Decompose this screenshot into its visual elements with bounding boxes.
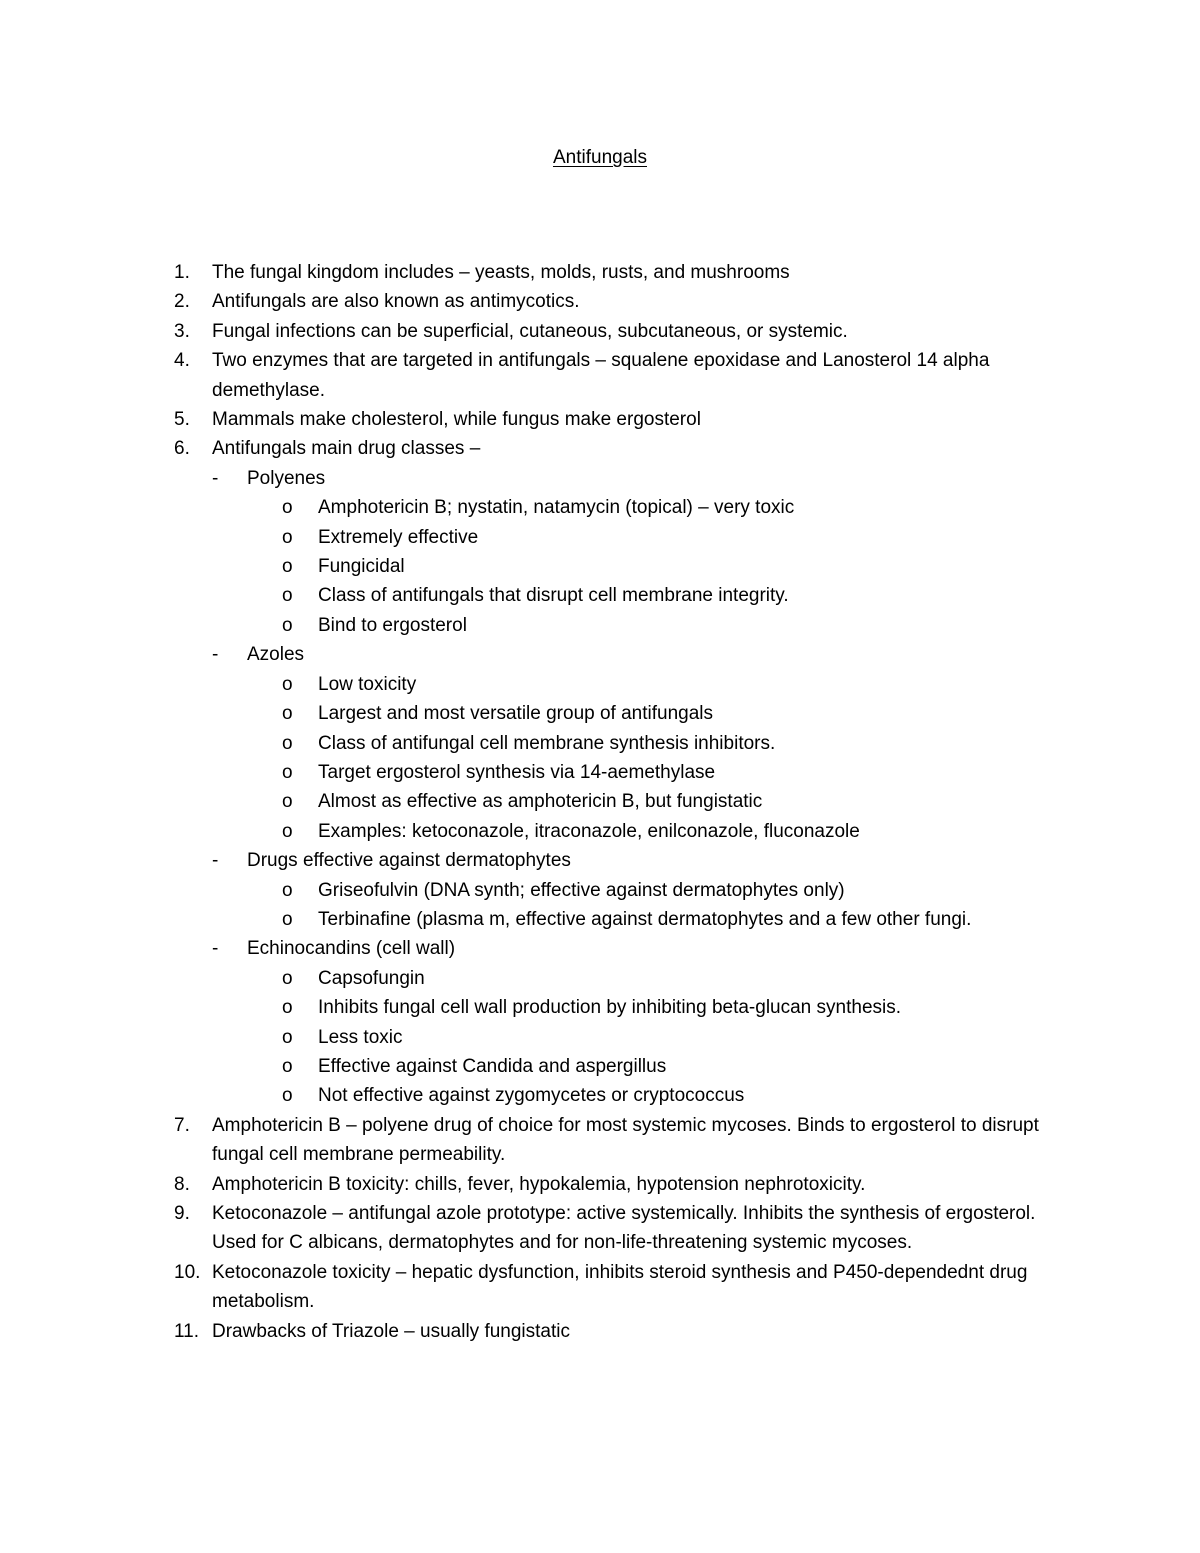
page-title-text: Antifungals bbox=[552, 147, 647, 168]
sub-bullet bbox=[0, 1052, 1200, 1081]
item-text: Amphotericin B – polyene drug of choice for most systemic mycoses. Binds to ergosterol to disrupt fungal cell membrane permeability. bbox=[212, 1114, 1039, 1166]
drug-class-azoles bbox=[0, 640, 1200, 669]
circle-bullet-icon: o bbox=[282, 1026, 293, 1048]
item-text: Amphotericin B toxicity: chills, fever, hypokalemia, hypotension nephrotoxicity. bbox=[212, 1173, 866, 1195]
item-text: Ketoconazole – antifungal azole prototype: active systemically. Inhibits the synthesis of ergosterol. Used for C albicans, dermatophytes and for non-life-threatening systemic mycoses. bbox=[212, 1203, 1036, 1254]
list-item-4 bbox=[0, 346, 1200, 405]
circle-bullet-icon: o bbox=[282, 967, 293, 989]
item-text: Fungal infections can be superficial, cutaneous, subcutaneous, or systemic. bbox=[212, 320, 848, 342]
sub-bullet-text: Inhibits fungal cell wall production by inhibiting beta-glucan synthesis. bbox=[318, 997, 902, 1019]
list-item-8 bbox=[0, 1170, 1200, 1199]
dash-marker: - bbox=[212, 467, 219, 489]
item-text: Antifungals main drug classes – bbox=[212, 438, 481, 460]
item-number: 11. bbox=[174, 1320, 200, 1342]
list-item-9 bbox=[0, 1199, 1200, 1258]
item-number: 6. bbox=[174, 438, 190, 460]
drug-class-label: Azoles bbox=[247, 644, 305, 666]
list-item-11 bbox=[0, 1317, 1200, 1346]
sub-bullet bbox=[0, 611, 1200, 640]
circle-bullet-icon: o bbox=[282, 732, 293, 754]
sub-bullet bbox=[0, 581, 1200, 610]
item-number: 9. bbox=[174, 1203, 190, 1224]
sub-bullet bbox=[0, 964, 1200, 993]
drug-class-polyenes bbox=[0, 464, 1200, 493]
sub-bullet bbox=[0, 905, 1200, 934]
item-number: 8. bbox=[174, 1173, 190, 1195]
circle-bullet-icon: o bbox=[282, 1055, 293, 1077]
sub-bullet-text: Bind to ergosterol bbox=[318, 614, 467, 636]
item-text: Drawbacks of Triazole – usually fungistatic bbox=[212, 1320, 570, 1342]
list-item-7 bbox=[0, 1111, 1200, 1170]
sub-bullet-text: Effective against Candida and aspergillus bbox=[318, 1055, 667, 1077]
list-item-1 bbox=[0, 258, 1200, 287]
sub-bullet bbox=[0, 552, 1200, 581]
sub-bullet-text: Class of antifungal cell membrane synthesis inhibitors. bbox=[318, 732, 776, 754]
dash-marker: - bbox=[212, 644, 219, 666]
sub-bullet-text: Class of antifungals that disrupt cell membrane integrity. bbox=[318, 585, 789, 607]
item-text: The fungal kingdom includes – yeasts, molds, rusts, and mushrooms bbox=[212, 262, 790, 283]
item-text: Antifungals are also known as antimycotics. bbox=[212, 291, 580, 313]
circle-bullet-icon: o bbox=[282, 820, 293, 842]
list-item-3 bbox=[0, 317, 1200, 346]
item-number: 3. bbox=[174, 320, 190, 342]
sub-bullet-text: Capsofungin bbox=[318, 967, 425, 989]
circle-bullet-icon: o bbox=[282, 556, 293, 578]
page-title bbox=[0, 145, 1200, 171]
sub-bullet-text: Fungicidal bbox=[318, 556, 405, 578]
item-number: 10. bbox=[174, 1261, 201, 1283]
item-text: Mammals make cholesterol, while fungus make ergosterol bbox=[212, 409, 701, 431]
sub-bullet bbox=[0, 670, 1200, 699]
sub-bullet-text: Griseofulvin (DNA synth; effective against dermatophytes only) bbox=[318, 879, 845, 901]
sub-bullet bbox=[0, 787, 1200, 816]
item-number: 1. bbox=[174, 262, 190, 283]
item-number: 4. bbox=[174, 350, 190, 372]
drug-class-label: Echinocandins (cell wall) bbox=[247, 938, 456, 960]
list-item-10 bbox=[0, 1258, 1200, 1317]
sub-bullet-text: Low toxicity bbox=[318, 673, 417, 695]
item-text: Two enzymes that are targeted in antifungals – squalene epoxidase and Lanosterol 14 alpha demethylase. bbox=[212, 350, 990, 401]
sub-bullet bbox=[0, 876, 1200, 905]
sub-bullet bbox=[0, 523, 1200, 552]
drug-class-dermatophytes bbox=[0, 846, 1200, 875]
circle-bullet-icon: o bbox=[282, 761, 293, 783]
circle-bullet-icon: o bbox=[282, 791, 293, 813]
list-item-6 bbox=[0, 434, 1200, 463]
drug-class-echinocandins bbox=[0, 934, 1200, 963]
list-item-2 bbox=[0, 287, 1200, 316]
drug-class-label: Drugs effective against dermatophytes bbox=[247, 850, 571, 872]
item-number: 2. bbox=[174, 291, 190, 313]
dash-marker: - bbox=[212, 938, 219, 960]
sub-bullet-text: Extremely effective bbox=[318, 526, 479, 548]
circle-bullet-icon: o bbox=[282, 585, 293, 607]
circle-bullet-icon: o bbox=[282, 908, 293, 930]
sub-bullet-text: Less toxic bbox=[318, 1026, 403, 1048]
sub-bullet bbox=[0, 493, 1200, 522]
sub-bullet bbox=[0, 729, 1200, 758]
item-number: 5. bbox=[174, 409, 190, 431]
item-text: Ketoconazole toxicity – hepatic dysfunction, inhibits steroid synthesis and P450-dependednt drug metabolism. bbox=[212, 1261, 1028, 1313]
sub-bullet bbox=[0, 758, 1200, 787]
sub-bullet bbox=[0, 1023, 1200, 1052]
sub-bullet-text: Examples: ketoconazole, itraconazole, enilconazole, fluconazole bbox=[318, 820, 860, 842]
sub-bullet bbox=[0, 699, 1200, 728]
list-item-5 bbox=[0, 405, 1200, 434]
circle-bullet-icon: o bbox=[282, 526, 293, 548]
sub-bullet bbox=[0, 1081, 1200, 1110]
circle-bullet-icon: o bbox=[282, 497, 293, 519]
sub-bullet-text: Terbinafine (plasma m, effective against dermatophytes and a few other fungi. bbox=[318, 908, 972, 930]
sub-bullet-text: Almost as effective as amphotericin B, but fungistatic bbox=[318, 791, 763, 813]
sub-bullet-text: Largest and most versatile group of antifungals bbox=[318, 703, 714, 725]
sub-bullet bbox=[0, 817, 1200, 846]
numbered-list bbox=[0, 258, 1200, 1346]
circle-bullet-icon: o bbox=[282, 1085, 293, 1107]
sub-bullet-text: Amphotericin B; nystatin, natamycin (topical) – very toxic bbox=[318, 497, 795, 519]
circle-bullet-icon: o bbox=[282, 997, 293, 1019]
sub-bullet-text: Not effective against zygomycetes or cryptococcus bbox=[318, 1085, 745, 1107]
item-number: 7. bbox=[174, 1114, 190, 1136]
sub-bullet-text: Target ergosterol synthesis via 14-aemethylase bbox=[318, 761, 716, 783]
sub-bullet bbox=[0, 993, 1200, 1022]
circle-bullet-icon: o bbox=[282, 879, 293, 901]
circle-bullet-icon: o bbox=[282, 673, 293, 695]
drug-class-label: Polyenes bbox=[247, 467, 326, 489]
dash-marker: - bbox=[212, 850, 219, 872]
circle-bullet-icon: o bbox=[282, 703, 293, 725]
circle-bullet-icon: o bbox=[282, 614, 293, 636]
